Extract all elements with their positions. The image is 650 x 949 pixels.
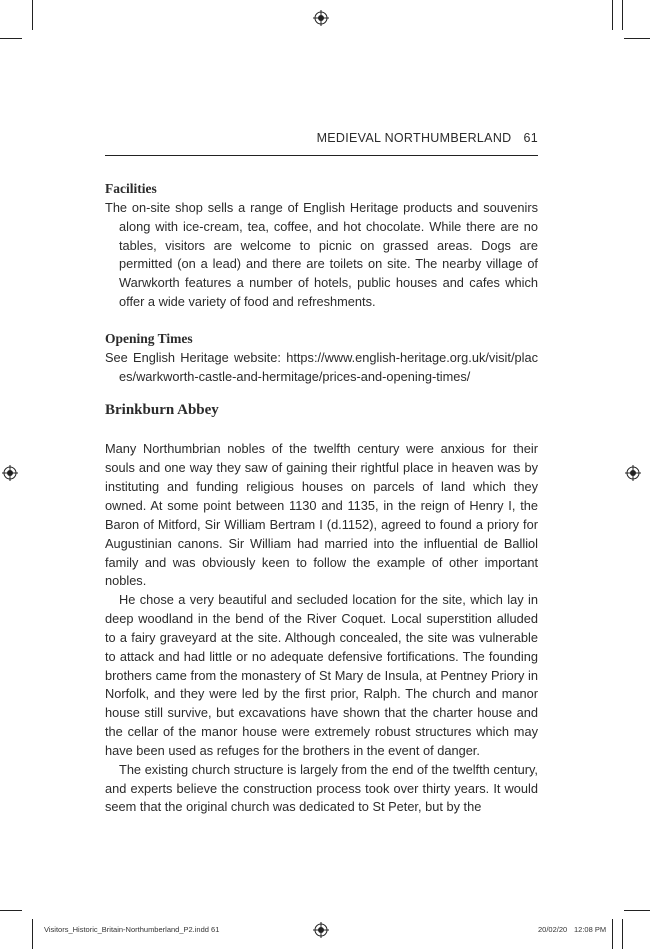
brinkburn-paragraph: Many Northumbrian nobles of the twelfth century were anxious for their souls and one way they saw of gaining their rightful place in heaven was by instituting and funding religious houses on parcels of land which they owned. At some point between 1130 and 1135, in the reign of Henry I, the Baron of Mitford, Sir William Bertram I (d.1152), agreed to found a priory for Augustinian canons. Sir William had married into the influential de Balliol family and was obviously keen to follow the example of other important nobles. [105, 441, 538, 589]
crop-mark [32, 0, 33, 30]
slug-file: Visitors_Historic_Britain-Northumberland_P2.indd 61 [44, 925, 220, 934]
facilities-heading: Facilities [105, 181, 157, 196]
header-rule [105, 155, 538, 156]
page-body [105, 180, 538, 817]
crop-mark [0, 910, 22, 911]
crop-mark [622, 919, 623, 949]
registration-mark-icon [625, 465, 641, 481]
opening-times-heading: Opening Times [105, 330, 193, 346]
crop-mark [622, 0, 623, 30]
opening-times-text: See English Heritage website: https://www.english-heritage.org.uk/visit/places/warkworth-castle-and-hermitage/prices-and-opening-times/ [105, 349, 538, 384]
registration-mark-icon [2, 465, 18, 481]
crop-mark [32, 919, 33, 949]
crop-mark [624, 910, 650, 911]
registration-mark-icon [313, 922, 329, 938]
registration-mark-icon [313, 10, 329, 26]
facilities-text: The on-site shop sells a range of English Heritage products and souvenirs along with ice-cream, tea, coffee, and hot chocolate. While there are no tables, visitors are welcome to picnic on grassed areas. Dogs are permitted (on a lead) and there are toilets on site. The nearby village of Warwkorth features a number of hotels, public houses and cafes which offer a wide variety of food and refreshments. [105, 199, 538, 310]
brinkburn-heading: Brinkburn Abbey [105, 402, 219, 419]
running-header-title: MEDIEVAL NORTHUMBERLAND [316, 131, 512, 145]
slug-time: 12:08 PM [574, 925, 607, 934]
crop-mark [612, 919, 613, 949]
brinkburn-paragraph: He chose a very beautiful and secluded location for the site, which lay in deep woodland in the bend of the River Coquet. Local superstition alluded to a fairy graveyard at the site. Although concealed, the site was vulnerable to attack and had little or no adequate defensive fortifications. The founding brothers came from the monastery of St Mary de Insula, at Pentney Priory in Norfolk, and they were led by the first prior, Ralph. The church and manor house still survive, but excavations have shown that the charter house and the cellar of the manor house were extremely robust structures which may have been used as refuges for the brothers in the event of danger. [105, 592, 538, 758]
crop-mark [0, 38, 22, 39]
crop-mark [612, 0, 613, 30]
slug-date: 20/02/20 [538, 925, 568, 934]
running-header [105, 131, 538, 145]
brinkburn-paragraph: The existing church structure is largely from the end of the twelfth century, and experts believe the construction process took over thirty years. It would seem that the original church was dedicated to St Peter, but by the [105, 761, 538, 815]
page-number: 61 [523, 131, 538, 145]
crop-mark [624, 38, 650, 39]
